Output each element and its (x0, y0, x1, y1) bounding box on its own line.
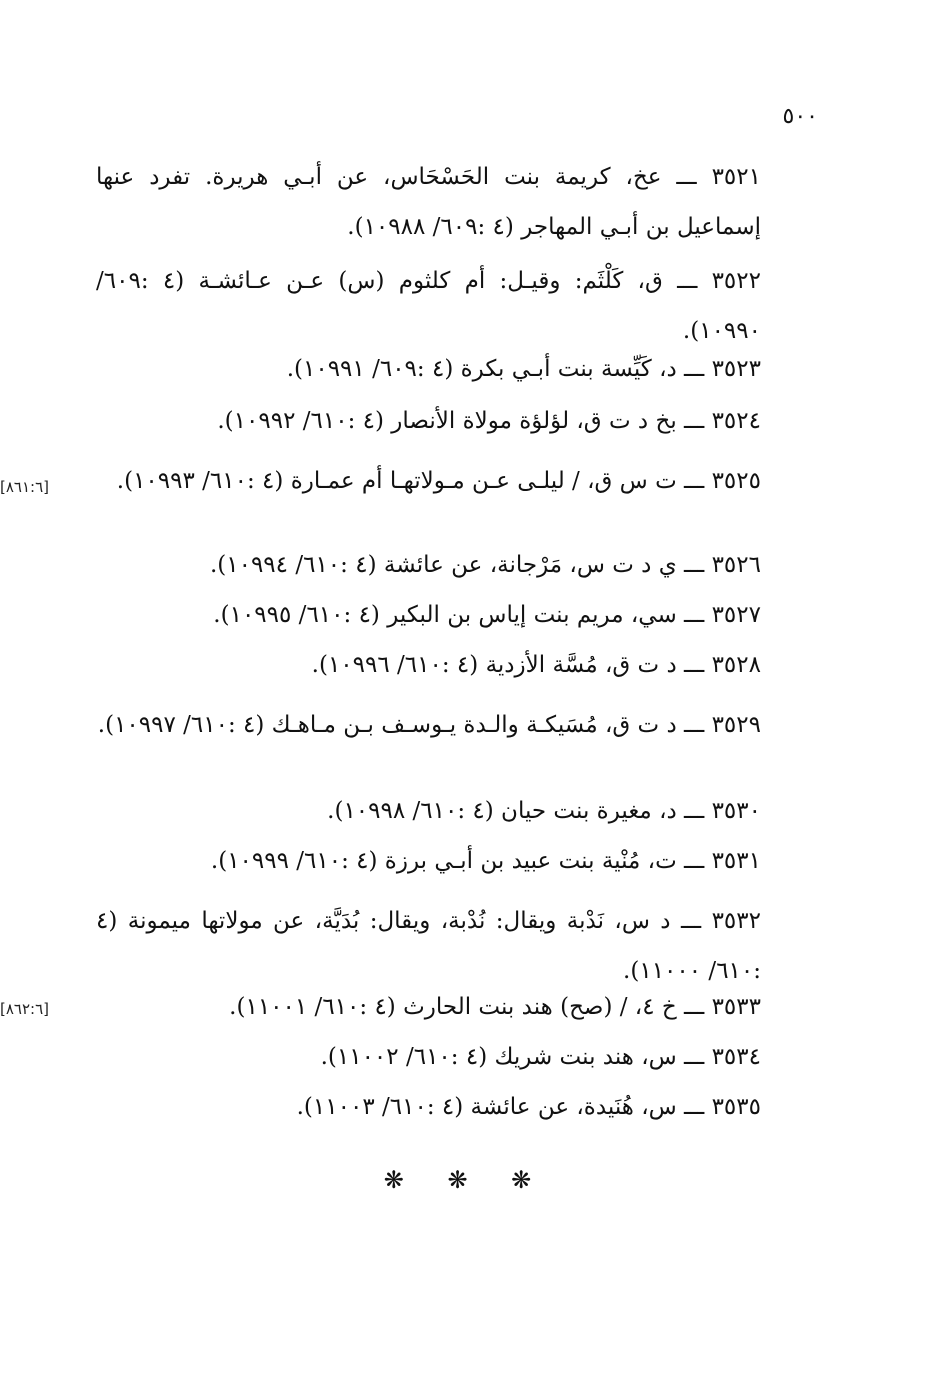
entry-text: ٣٥٢٢ ـــ ق، كَلْثَم: وقيـل: أم كلثوم (س) عـن عـائشـة (٤ :٦٠٩/ ١٠٩٩٠). (96, 268, 761, 344)
entry-3524 (96, 408, 821, 456)
entry-3534 (96, 1044, 821, 1092)
entry-3535 (96, 1094, 821, 1142)
entry-3530 (96, 798, 821, 846)
entry-3529 (96, 700, 821, 796)
entry-3526 (96, 552, 821, 600)
page-number: ٥٠٠ (782, 104, 818, 129)
margin-note: [٨٦١:٦] (0, 478, 49, 496)
entry-3531 (96, 848, 821, 896)
entries-list (0, 152, 821, 1142)
entry-3528 (96, 652, 821, 700)
entry-3532 (96, 896, 821, 992)
entry-3527 (96, 602, 821, 650)
entry-text: ٣٥٢٨ ـــ د ت ق، مُسَّة الأزدية (٤ :٦١٠/ ١٠٩٩٦). (311, 652, 761, 678)
entry-text: ٣٥٢٦ ـــ ي د ت س، مَرْجانة، عن عائشة (٤ :٦١٠/ ١٠٩٩٤). (209, 552, 761, 578)
entry-3523 (96, 356, 821, 404)
entry-text: ٣٥٣٠ ـــ د، مغيرة بنت حيان (٤ :٦١٠/ ١٠٩٩٨). (327, 798, 761, 824)
entry-text: ٣٥٣٣ ـــ خ ٤، / (صح) هند بنت الحارث (٤ :٦١٠/ ١١٠٠١). (229, 994, 761, 1020)
entry-3533 (0, 994, 821, 1042)
entry-text: ٣٥٢٩ ـــ د ت ق، مُسَيكـة والـدة يـوسـف بـن مـاهـك (٤ :٦١٠/ ١٠٩٩٧). (97, 712, 761, 738)
entry-text: ٣٥٢٣ ـــ د، كَيِّسة بنت أبـي بكرة (٤ :٦٠٩/ ١٠٩٩١). (286, 356, 761, 382)
entry-text: ٣٥٢١ ـــ عخ، كريمة بنت الحَسْحَاس، عن أبـي هريرة. تفرد عنها إسماعيل بن أبـي المهاجر (٤ :٦٠٩/ ١٠٩٨٨). (96, 164, 761, 240)
entry-text: ٣٥٣١ ـــ ت، مُنْية بنت عبيد بن أبـي برزة (٤ :٦١٠/ ١٠٩٩٩). (210, 848, 761, 874)
entry-3525 (0, 456, 821, 552)
entry-3522 (96, 256, 821, 352)
entry-text: ٣٥٣٥ ـــ س، هُنَيدة، عن عائشة (٤ :٦١٠/ ١١٠٠٣). (296, 1094, 761, 1120)
entry-text: ٣٥٣٢ ـــ د س، نَدْبة ويقال: نُدْبة، ويقال: بُدَيَّة، عن مولاتها ميمونة (٤ :٦١٠/ ١١٠٠٠). (96, 908, 761, 984)
entry-3521 (96, 152, 821, 248)
section-end-ornament: ❋ ❋ ❋ (383, 1166, 550, 1194)
entry-text: ٣٥٢٧ ـــ سي، مريم بنت إياس بن البكير (٤ :٦١٠/ ١٠٩٩٥). (213, 602, 761, 628)
entry-text: ٣٥٢٤ ـــ بخ د ت ق، لؤلؤة مولاة الأنصار (٤ :٦١٠/ ١٠٩٩٢). (217, 408, 761, 434)
entry-text: ٣٥٣٤ ـــ س، هند بنت شريك (٤ :٦١٠/ ١١٠٠٢). (320, 1044, 761, 1070)
margin-note: [٨٦٢:٦] (0, 1000, 49, 1018)
entry-text: ٣٥٢٥ ـــ ت س ق، / ليلـى عـن مـولاتهـا أم عمـارة (٤ :٦١٠/ ١٠٩٩٣). (116, 468, 761, 494)
